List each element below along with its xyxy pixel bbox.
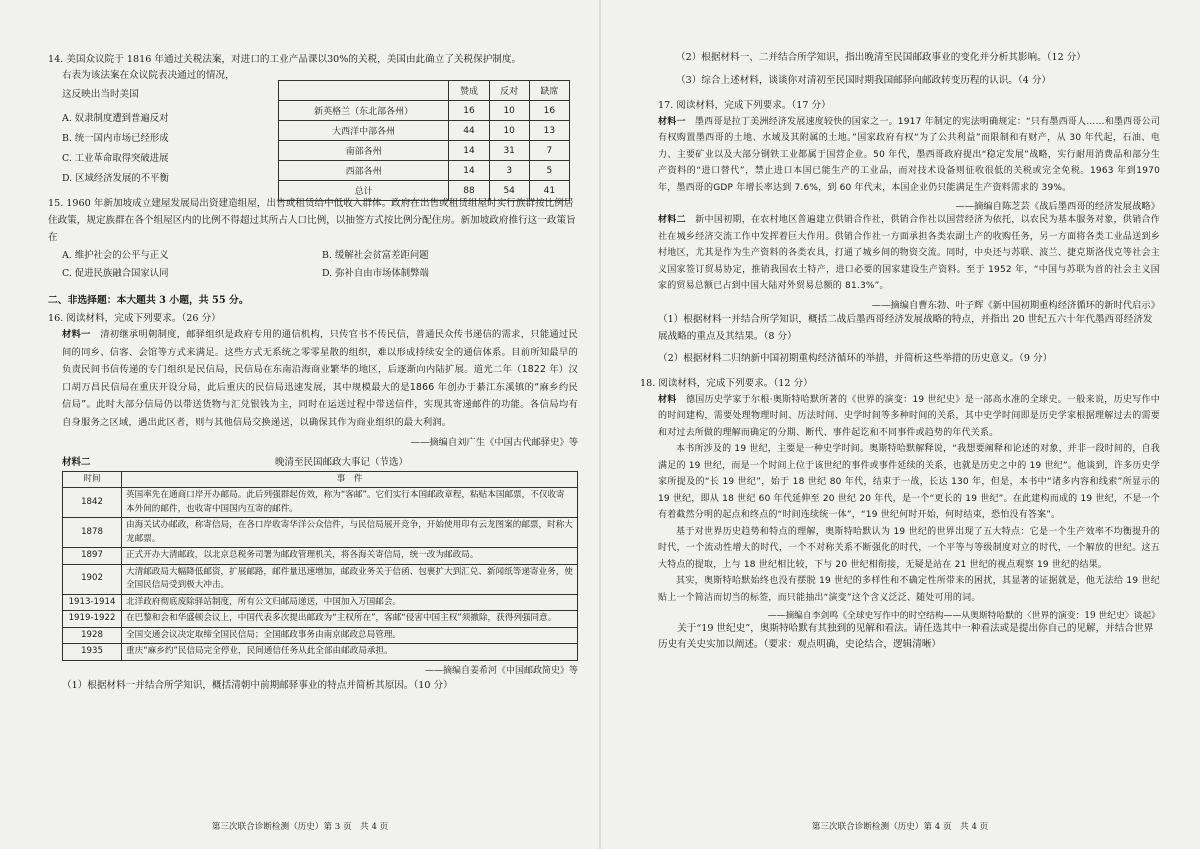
q15-option-b[interactable]: B. 缓解社会贫富差距问题 [322,249,429,261]
table-cell: 16 [449,101,489,121]
q14-option-d[interactable]: D. 区域经济发展的不平衡 [62,172,169,184]
table-row [63,488,578,518]
section-heading: 二、非选择题：本大题共 3 小题，共 55 分。 [48,294,249,306]
q14-option-b[interactable]: B. 统一国内市场已经形成 [62,132,169,144]
table-cell: 13 [529,121,569,141]
q17-material-1-source: ——摘编自陈芝芸《战后墨西哥的经济发展战略》 [955,201,1160,212]
table-cell: 全国交通会议决定取缔全国民信局；全国邮政事务由南京邮政总局管理。 [122,627,578,644]
table-row [63,644,578,661]
q16-sub-question-2: （2）根据材料一、二并结合所学知识，指出晚清至民国邮政事业的变化并分析其影响。（12 分） [676,52,1086,63]
table-cell: 14 [449,141,489,161]
table-cell: 北洋政府彻底废除驿站制度，所有公文归邮局递送，中国加入万国邮会。 [122,594,578,611]
q16-material-2-title [62,454,578,468]
material-text: 清初继承明朝制度，邮驿组织是政府专用的通信机构，只传官书不传民信，普通民众传书递信的需求，只能通过民间的同乡、信客、会馆等方式来满足。这些方式无系统之零零星散的组织，难以形成持续安全的通信体系。目前所知最早的负责民间书信传递的专门组织是民信局，民信局在东南沿海商业繁华的地区，后逐渐向内陆扩展。道光二年（1822 年）汉口胡万昌民信局在重庆开设分局，此后重庆的民信局迅速发展，其中规模最大的是1866 年创办于綦江东溪镇的“麻乡约民信局”。此时大部分信局仍以带送货物与汇兑银钱为主，同时在运送过程中带送信件，实现其寄递邮件的功能。各信局均有自身服务之区域，遇出此区者，则与其他信局交换递送，以确保其作为商业组织的最大利润。 [62,329,578,428]
table-title: 晚清至民国邮政大事记（节选） [274,456,408,468]
table-row [279,181,570,201]
table-cell: 重庆“麻乡约”民信局完全停业，民间通信任务从此全部由邮政局承担。 [122,644,578,661]
table-row [63,518,578,548]
q16-sub-question-1: （1）根据材料一并结合所学知识，概括清朝中前期邮驿事业的特点并简析其原因。（10 分） [62,679,453,691]
table-cell: 大西洋中部各州 [279,121,449,141]
table-header-row [63,471,578,488]
table-row [63,611,578,628]
q16-material-2-source: ——摘编自姜希河《中国邮政简史》等 [424,665,578,676]
exam-page-4 [600,0,1200,849]
q18-material [640,392,1160,442]
table-cell: 1878 [63,518,122,548]
question-15 [48,195,578,283]
q14-vote-table [278,80,570,201]
table-cell: 88 [449,181,489,201]
q14-stem-2: 右表为该法案在众议院表决通过的情况， [62,69,235,81]
material-text: 墨西哥是拉丁美洲经济发展速度较快的国家之一。1917 年制定的宪法明确规定：“只有墨西哥人……和墨西哥公司有权购置墨西哥的土地、水域及其附属的土地。”国家政府有权“为了公共利益”而限制和有财产，从 30 年代起，石油、电力、主要矿业以及大部分钢铁工业都属于国营企业。50 年代，墨西哥政府提出“稳定发展”战略，实行耐用消费品和部分生产资料的“进口替代”，禁止进口本国已能生产的工业品，而对技术设备则征收很低的关税或完全免税。1963 年到1970 年，墨西哥的GDP 年增长率达到 7.6%，到 60 年代末，本国企业仍只能满足生产资料需求的 39%。 [658,116,1161,193]
table-row [63,564,578,594]
material-label: 材料二 [658,215,686,225]
table-cell: 7 [529,141,569,161]
table-cell: 1842 [63,488,122,518]
material-label: 材料一 [658,116,686,127]
q17-material-2-source: ——摘编自曹东勃、叶子辉《新中国初期重构经济循环的新时代启示》 [871,299,1160,311]
table-cell: 41 [529,181,569,201]
table-cell: 总计 [279,181,449,201]
material-label: 材料一 [62,329,91,340]
table-cell: 1897 [63,548,122,565]
q17-sub-question-2: （2）根据材料二归纳新中国初期重构经济循环的举措，并简析这些举措的历史意义。（9 分） [658,352,1053,364]
q17-material-1 [640,114,1160,197]
table-header [279,81,449,101]
q15-option-a[interactable]: A. 维护社会的公平与正义 [62,249,169,261]
table-header: 缺席 [529,81,569,101]
q16-heading: 16. 阅读材料，完成下列要求。（26 分） [48,312,221,324]
table-header: 事 件 [122,471,578,488]
q18-paragraph-3: 基于对世界历史趋势和特点的理解，奥斯特哈默认为 19 世纪的世界出现了五大特点：它是一个生产效率不均衡提升的时代，一个流动性增大的时代，一个不对称关系不断强化的时代，一个平等与等级制度对立的时代，一个解放的世纪。这五大特点的提取，上与 18 世纪相比较，下与 20 世纪相衔接，无疑是站在 21 世纪的视点观察 19 世纪的结果。 [658,526,1160,570]
table-header: 赞成 [449,81,489,101]
q16-material-1 [62,326,578,432]
q17-material-2 [640,212,1160,295]
table-cell: 在巴黎和会和华盛顿会议上，中国代表多次提出邮政为“主权所在”，客邮“侵害中国主权”须撤除，获得列强同意。 [122,611,578,628]
q16-postal-events-table [62,471,578,661]
table-header-row [279,81,570,101]
table-cell: 10 [489,101,529,121]
q14-stem-3: 这反映出当时美国 [62,89,139,100]
page-footer: 第三次联合诊断检测（历史）第 4 页 共 4 页 [811,822,989,832]
table-cell: 54 [489,181,529,201]
question-18 [640,376,1160,653]
material-label: 材料 [658,394,677,405]
table-row [63,627,578,644]
table-row [63,594,578,611]
table-cell: 10 [489,121,529,141]
q18-task: 关于“19 世纪史”，奥斯特哈默有其独到的见解和看法。请任选其中一种看法或是提出你自己的见解，并结合世界历史有关史实加以阐述。（要求：观点明确，史论结合，逻辑清晰） [658,623,1154,650]
table-row [279,161,570,181]
material-text: 新中国初期，在农村地区普遍建立供销合作社，供销合作社以国营经济为依托，以农民为基本服务对象，供销合作社在城乡经济交流工作中发挥着巨大作用。供销合作社一方面承担各类农副土产的收购任务，另一方面将各类工业品送到乡村地区，尤其是作为生产资料的各类农具，打通了城乡间的物资交流。同时，中央还与苏联、波兰、捷克斯洛伐克等社会主义国家签订贸易协定，推销我国农土特产，进口必要的国家建设生产资料。至于 1952 年，“中国与苏联为首的社会主义国家的贸易总额已占到中国大陆对外贸易总额的 81.3%”。 [658,215,1161,291]
q18-source: ——摘编自李剑鸣《全球史写作中的时空结构——从奥斯特哈默的〈世界的演变：19 世纪史〉谈起》 [767,611,1160,621]
table-cell: 14 [449,161,489,181]
material-text: 德国历史学家于尔根·奥斯特哈默所著的《世界的演变：19 世纪史》是一部高水准的全球史。一般来说，历史写作中的时间建构，需要处理物理时间、历法时间、史学时间等多种时间的关系，其中史学时间即是历史学家根据理解过去的需要和对过去所做的理解而确定的分期、断代、事件起讫和不同事件或趋势的年代关系。 [658,394,1161,438]
table-cell: 正式开办大清邮政，以北京总税务司署为邮政管理机关，将各海关寄信局，统一改为邮政局。 [122,548,578,565]
table-cell: 由海关试办邮政，称寄信局，在各口岸收寄华洋公众信件，与民信局展开竞争，开始使用印有云龙图案的邮票，时称大龙邮票。 [122,518,578,548]
table-cell: 西部各州 [279,161,449,181]
q14-option-c[interactable]: C. 工业革命取得突破进展 [62,152,169,164]
table-cell: 1913-1914 [63,594,122,611]
table-cell: 3 [489,161,529,181]
table-cell: 5 [529,161,569,181]
table-header: 时间 [63,471,122,488]
table-header: 反对 [489,81,529,101]
table-cell: 大清邮政局大幅降低邮资，扩展邮路，邮件量迅速增加，邮政业务关于信函、包裹扩大到汇兑、新闻纸等递寄业务，使全国民信局受到极大冲击。 [122,564,578,594]
question-17 [640,98,1160,366]
q14-option-a[interactable]: A. 奴隶制度遭到普遍反对 [62,112,169,124]
table-cell: 1902 [63,564,122,594]
q14-stem: 14. 美国众议院于 1816 年通过关税法案，对进口的工业产品课以30%的关税，美国由此确立了关税保护制度。 [48,54,522,65]
table-row [279,121,570,141]
q15-option-d[interactable]: D. 弥补自由市场体制弊端 [322,267,429,279]
table-cell: 英国率先在通商口岸开办邮局。此后列强群起仿效，称为“客邮”。它们实行本国邮政章程，粘贴本国邮票，不仅收寄本外间的邮件，也收寄中国国内互寄的邮件。 [122,488,578,518]
table-cell: 44 [449,121,489,141]
page-footer: 第三次联合诊断检测（历史）第 3 页 共 4 页 [211,822,389,832]
q17-heading: 17. 阅读材料，完成下列要求。（17 分） [658,100,831,111]
table-row [63,548,578,565]
table-row [279,141,570,161]
table-row [279,101,570,121]
q18-heading: 18. 阅读材料，完成下列要求。（12 分） [640,378,813,389]
table-cell: 南部各州 [279,141,449,161]
q18-paragraph-4: 其实，奥斯特哈默始终也没有摆脱 19 世纪的多样性和不确定性所带来的困扰，其显著的证据就是，他无法给 19 世纪贴上一个简洁而切当的标签，而只能抽出“演变”这个含义泛泛、随处可用的词。 [658,576,1160,603]
q17-sub-question-1: （1）根据材料一并结合所学知识，概括二战后墨西哥经济发展战略的特点，并指出 20 世纪五六十年代墨西哥经济发展战略的重点及其结果。（8 分） [658,313,1153,342]
table-cell: 新英格兰（东北部各州） [279,101,449,121]
table-cell: 31 [489,141,529,161]
q15-option-c[interactable]: C. 促进民族融合国家认同 [62,267,169,279]
material-label: 材料二 [62,456,91,468]
question-16 [48,311,578,694]
q16-sub-question-3: （3）综合上述材料，谈谈你对清初至民国时期我国邮驿向邮政转变历程的认识。（4 分） [676,75,1052,86]
table-cell: 1935 [63,644,122,661]
table-cell: 1919-1922 [63,611,122,628]
q15-stem: 15. 1960 年新加坡成立建屋发展局出资建造组屋，出售或租赁给中低收入群体。政府在出售或租赁组屋时实行族群按比例居住政策，规定族群在各个组屋区内的比例不得超过其所占人口比例，以抽签方式按比例分配住房。新加坡政府推行这一政策旨在 [48,197,576,243]
q16-material-1-source: ——摘编自刘广生《中国古代邮驿史》等 [410,436,578,448]
q18-paragraph-2: 本书所涉及的 19 世纪，主要是一种史学时间。奥斯特哈默解释说，“我想要阐释和论述的对象，并非一段时间的，自我满足的 19 世纪，而是一个时间上位于该世纪的事件或事件延续的关系，也就是历史之中的 19 世纪”。他谈到，许多历史学家所提及的“长 19 世纪”，始于 18 世纪 80 年代，结束于一战，长达 130 年，但是，本书中“诸多内容和线索”所显示的 19 世纪，即从 18 世纪 60 年代延伸至 20 世纪 20 年代，是一个“更长的 19 世纪”。在此建构而成的 19 世纪，不是一个有着截然分明的起点和终点的“时间连续统一体”，“19 世纪何时开始，何时结束，恐怕没有答案”。 [658,444,1160,520]
table-cell: 1928 [63,627,122,644]
table-cell: 16 [529,101,569,121]
